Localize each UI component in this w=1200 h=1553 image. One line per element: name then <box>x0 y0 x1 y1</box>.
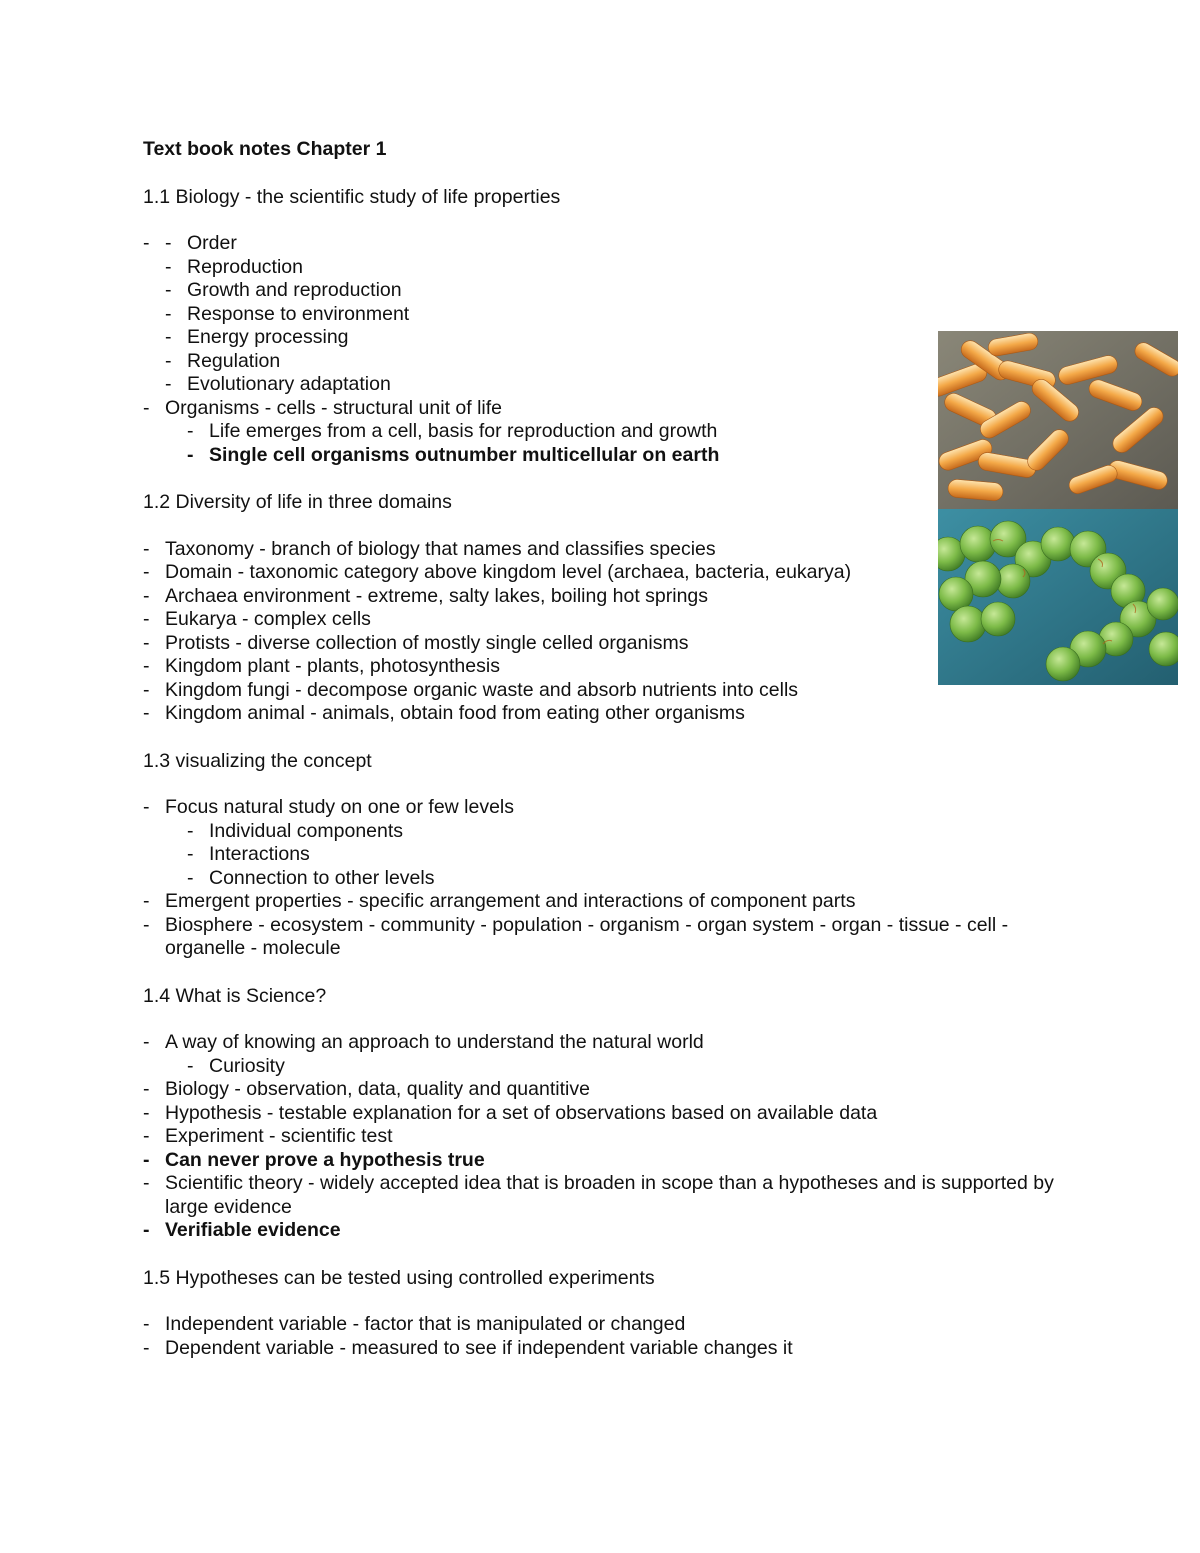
list-item: - Archaea environment - extreme, salty lakes, boiling hot springs <box>143 585 1073 609</box>
section-heading-1-3: 1.3 visualizing the concept <box>143 749 372 772</box>
list-item: - Protists - diverse collection of mostly single celled organisms <box>143 632 1073 656</box>
list-item: - Experiment - scientific test <box>143 1125 1073 1149</box>
list-item: - Growth and reproduction <box>165 279 1073 303</box>
list-item: - Independent variable - factor that is manipulated or changed <box>143 1313 1073 1337</box>
list-item: - Scientific theory - widely accepted idea that is broaden in scope than a hypotheses and is supported by large evidence <box>143 1172 1073 1219</box>
list-item: - Evolutionary adaptation <box>165 373 1073 397</box>
list-item: - Interactions <box>187 843 1073 867</box>
list-item: - Focus natural study on one or few levels - Individual components - Interactions - Connection to other levels <box>143 796 1073 890</box>
document-page <box>143 138 1073 1384</box>
section-list-1-1 <box>143 232 1073 467</box>
section-heading-1-5: 1.5 Hypotheses can be tested using controlled experiments <box>143 1266 655 1289</box>
list-item-group <box>143 232 1073 397</box>
orange-rod-bacteria-photo <box>938 331 1178 509</box>
list-item: - Connection to other levels <box>187 867 1073 891</box>
list-item: - A way of knowing an approach to understand the natural world - Curiosity <box>143 1031 1073 1078</box>
list-item: - Life emerges from a cell, basis for reproduction and growth <box>187 420 1073 444</box>
list-item: - Domain - taxonomic category above kingdom level (archaea, bacteria, eukarya) <box>143 561 1073 585</box>
section-list-1-2 <box>143 538 1073 726</box>
list-item: - - Order <box>165 232 1073 256</box>
list-item: - Hypothesis - testable explanation for a set of observations based on available data <box>143 1102 1073 1126</box>
list-item: - Biology - observation, data, quality and quantitive <box>143 1078 1073 1102</box>
list-item: - Emergent properties - specific arrangement and interactions of component parts <box>143 890 1073 914</box>
list-item-bold: - Verifiable evidence <box>143 1219 1073 1243</box>
green-cocci-bacteria-photo <box>938 509 1178 685</box>
list-item: - Reproduction <box>165 256 1073 280</box>
list-item: - Curiosity <box>187 1055 1073 1079</box>
document-title: Text book notes Chapter 1 <box>143 138 387 160</box>
list-item: - Eukarya - complex cells <box>143 608 1073 632</box>
list-item: - Kingdom fungi - decompose organic waste and absorb nutrients into cells <box>143 679 1073 703</box>
list-item: - Energy processing <box>165 326 1073 350</box>
list-item: - Response to environment <box>165 303 1073 327</box>
section-list-1-4 <box>143 1031 1073 1243</box>
section-list-1-3 <box>143 796 1073 961</box>
list-item: - Regulation <box>165 350 1073 374</box>
list-item: - Kingdom plant - plants, photosynthesis <box>143 655 1073 679</box>
section-heading-1-2: 1.2 Diversity of life in three domains <box>143 491 452 513</box>
section-heading-1-4: 1.4 What is Science? <box>143 984 327 1007</box>
list-item: - Dependent variable - measured to see if independent variable changes it <box>143 1337 1073 1361</box>
list-item: - Organisms - cells - structural unit of life - Life emerges from a cell, basis for reproduction and growth - Single cell organisms outnumber multicellular on earth <box>143 397 1073 468</box>
list-item-bold: - Single cell organisms outnumber multicellular on earth <box>187 444 1073 468</box>
section-list-1-5 <box>143 1313 1073 1360</box>
section-heading-1-1: 1.1 Biology - the scientific study of life properties <box>143 185 561 208</box>
list-item: - Biosphere - ecosystem - community - population - organism - organ system - organ - tissue - cell - organelle - molecule <box>143 914 1073 961</box>
list-item: - Individual components <box>187 820 1073 844</box>
list-item: - Kingdom animal - animals, obtain food from eating other organisms <box>143 702 1073 726</box>
list-item-bold: - Can never prove a hypothesis true <box>143 1149 1073 1173</box>
list-item: - Taxonomy - branch of biology that names and classifies species <box>143 538 1073 562</box>
